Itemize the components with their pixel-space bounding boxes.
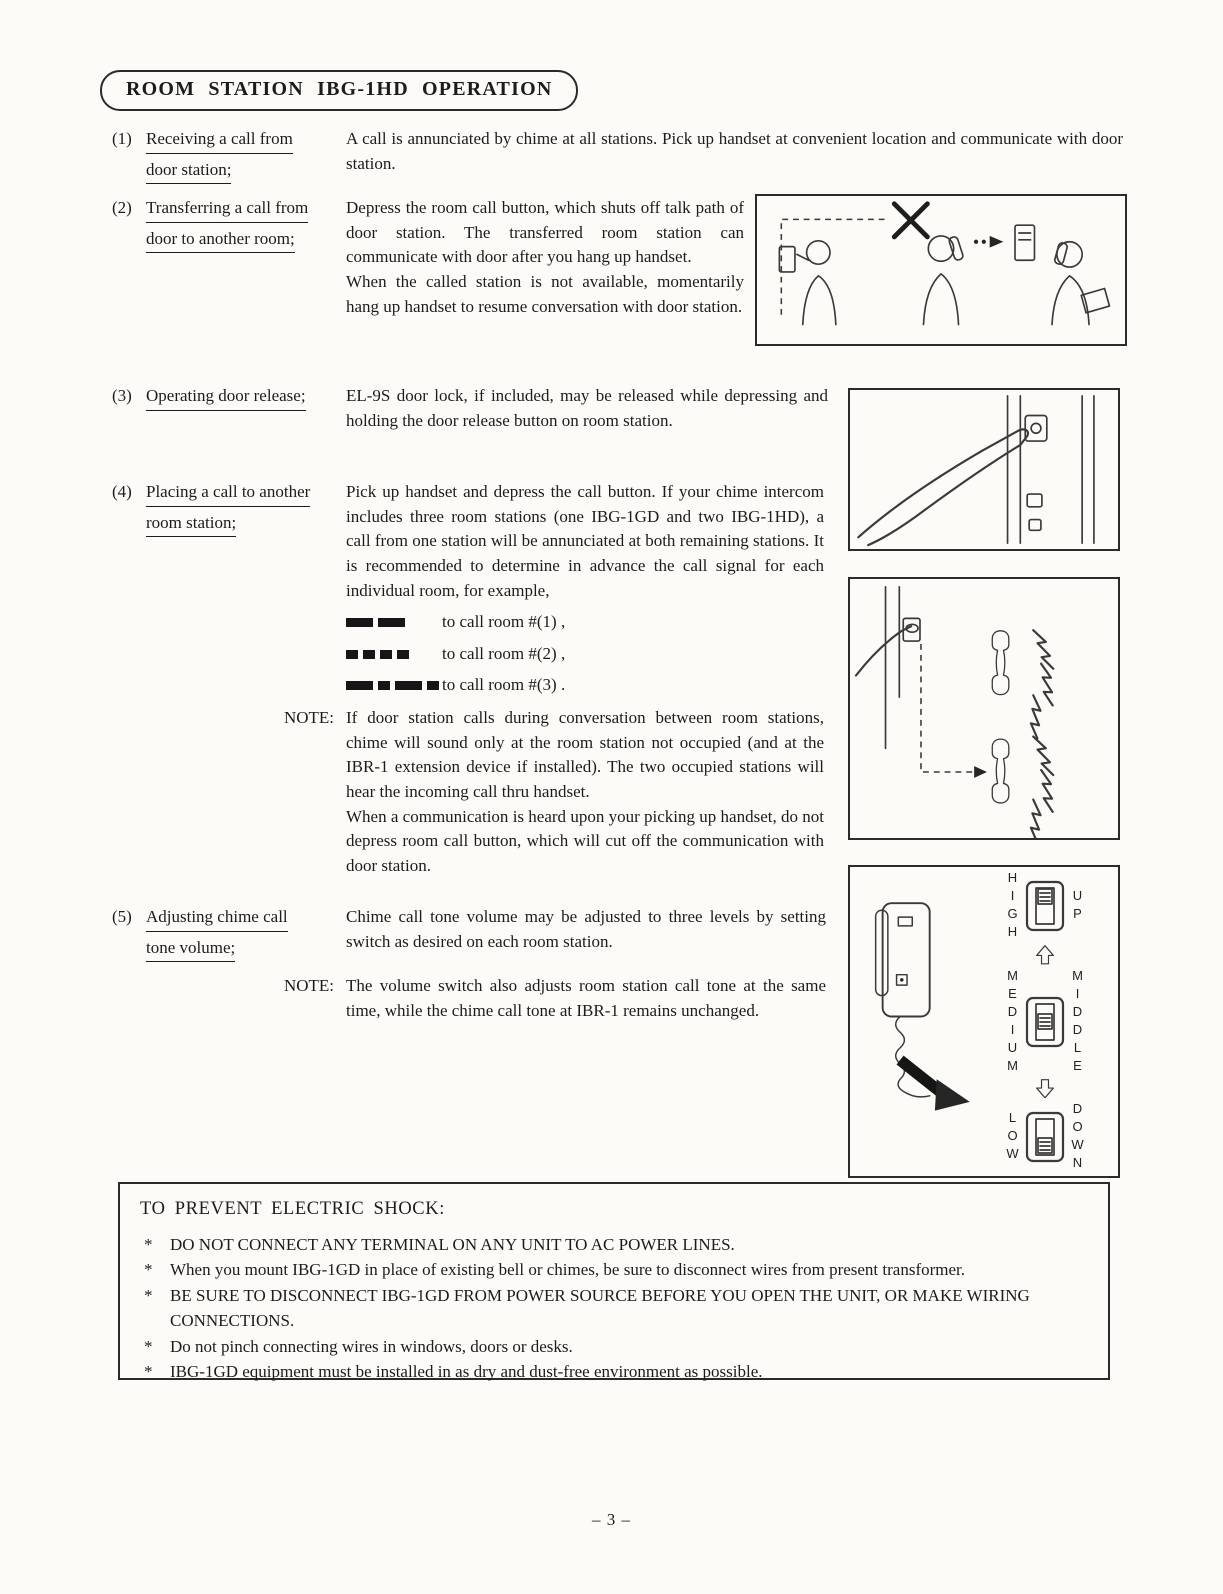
volume-switch-column [975, 870, 1115, 1173]
volume-switch-icon [1025, 1111, 1065, 1163]
handset-icon [992, 631, 1009, 695]
illustration-door-release [848, 388, 1120, 551]
warning-title: TO PREVENT ELECTRIC SHOCK: [140, 1199, 445, 1219]
illustration-room-call [848, 577, 1120, 840]
up-arrow-icon [1033, 945, 1057, 965]
lightning-icon [1015, 800, 1057, 838]
call-signal-row [346, 642, 824, 667]
item-number: (4) [112, 482, 132, 501]
call-signal-pattern [346, 650, 442, 659]
instruction-item-1 [112, 127, 1123, 188]
arrow-icon [900, 1060, 942, 1093]
lightning-icon [1026, 737, 1060, 775]
person-icon [807, 241, 830, 264]
item-label: Operating door release; [146, 384, 346, 415]
volume-switch-icon [1025, 996, 1065, 1048]
note-body: If door station calls during conversation between room stations, chime will sound only at the room station not occupied (and at the IBR-1 extension device if installed). The two occupied stations will hear the incoming call thru handset. When a communication is heard upon your picking up handset, do not depress room call button, which will cut off the communication with door station. [346, 708, 824, 875]
illustration-call-transfer [755, 194, 1127, 346]
lightning-icon [1026, 630, 1060, 668]
item-label: Receiving a call from door station; [146, 127, 346, 188]
item-number: (3) [112, 386, 132, 405]
door-release-drawing [850, 390, 1118, 549]
volume-level-label: UP [1070, 888, 1085, 924]
transfer-arrow-icon [974, 240, 978, 244]
wall-phone-drawing [853, 870, 975, 1170]
item-number: (1) [112, 129, 132, 148]
bullet-star: * [144, 1336, 153, 1356]
call-signal-text: to call room #(1) , [442, 612, 566, 632]
door-release-button-icon [1025, 416, 1047, 442]
room-station-icon [1015, 225, 1034, 260]
bullet-star: * [144, 1260, 153, 1280]
down-arrow-icon [1033, 1079, 1057, 1099]
lightning-icon [1027, 664, 1066, 706]
warning-item: * When you mount IBG-1GD in place of existing bell or chimes, be sure to disconnect wires from present transformer. [140, 1257, 1092, 1283]
page-title-box [100, 70, 578, 111]
call-signal-row [346, 610, 824, 635]
volume-level-label: DOWN [1070, 1101, 1085, 1173]
wall-phone-icon [883, 903, 930, 1016]
call-signal-text: to call room #(3) . [442, 675, 566, 695]
call-transfer-drawing [757, 196, 1125, 344]
call-signal-text: to call room #(2) , [442, 643, 566, 663]
warning-item: * DO NOT CONNECT ANY TERMINAL ON ANY UNIT TO AC POWER LINES. [140, 1232, 1092, 1258]
item-label: Adjusting chime call tone volume; [146, 905, 346, 966]
warning-item: * IBG-1GD equipment must be installed in as dry and dust-free environment as possible. [140, 1359, 1092, 1385]
item-label: Placing a call to another room station; [146, 480, 346, 541]
arrow-icon [974, 766, 987, 778]
note-body: The volume switch also adjusts room station call tone at the same time, while the chime call tone at IBR-1 remains unchanged. [346, 976, 826, 1020]
lightning-icon [1027, 770, 1066, 812]
warning-box [118, 1182, 1110, 1380]
warning-item: * BE SURE TO DISCONNECT IBG-1GD FROM POWER SOURCE BEFORE YOU OPEN THE UNIT, OR MAKE WIRING CONNECTIONS. [140, 1283, 1092, 1334]
volume-level-label: MIDDLE [1070, 967, 1085, 1076]
note-label: NOTE: [283, 708, 334, 728]
volume-level-label: LOW [1005, 1110, 1020, 1164]
volume-level-label: MEDIUM [1005, 967, 1020, 1076]
illustration-volume-adjust [848, 865, 1120, 1178]
page-number: – 3 – [592, 1510, 631, 1529]
talk-path-dashed-line [781, 219, 886, 314]
item-number: (5) [112, 907, 132, 926]
volume-switch-icon [1025, 880, 1065, 932]
item-body: Depress the room call button, which shuts off talk path of door station. The transferred room station can communicate with door after you hang up handset. When the called station is not available, momentarily hang up handset to resume conversation with door station. [346, 198, 744, 316]
call-signal-row [346, 673, 824, 698]
bullet-star: * [144, 1285, 153, 1305]
volume-level-high [1006, 870, 1084, 942]
page-title: ROOM STATION IBG-1HD OPERATION [126, 78, 553, 100]
volume-level-medium [1006, 968, 1084, 1076]
room-call-drawing [850, 579, 1118, 838]
item-body: Chime call tone volume may be adjusted to three levels by setting switch as desired on each room station. [346, 907, 826, 951]
warning-item: * Do not pinch connecting wires in windows, doors or desks. [140, 1334, 1092, 1360]
bullet-star: * [144, 1234, 153, 1254]
item-body: Pick up handset and depress the call button. If your chime intercom includes three room stations (one IBG-1GD and two IBG-1HD), a call from one station will be annunciated at both remaining stations. It is recommended to determine in advance the call signal for each individual room, for example, to call room #(1) , to call room #(2) , to call room #(3) . [346, 480, 824, 698]
person-icon [1057, 242, 1082, 267]
item-body: A call is annunciated by chime at all stations. Pick up handset at convenient location and communicate with door station. [346, 129, 1123, 173]
door-lock-icon [1027, 494, 1042, 507]
bullet-star: * [144, 1362, 153, 1382]
volume-level-low [1006, 1101, 1084, 1173]
call-signal-pattern [346, 681, 442, 690]
item-label: Transferring a call from door to another room; [146, 196, 346, 257]
call-path-dashed-line [921, 644, 974, 772]
volume-level-label: HIGH [1005, 870, 1020, 942]
item-body: EL-9S door lock, if included, may be released while depressing and holding the door release button on room station. [346, 386, 828, 430]
call-signal-pattern [346, 618, 442, 627]
item-number: (2) [112, 198, 132, 217]
note-label: NOTE: [283, 976, 334, 996]
handset-icon [992, 739, 1009, 803]
pointing-hand-icon [858, 429, 1028, 545]
